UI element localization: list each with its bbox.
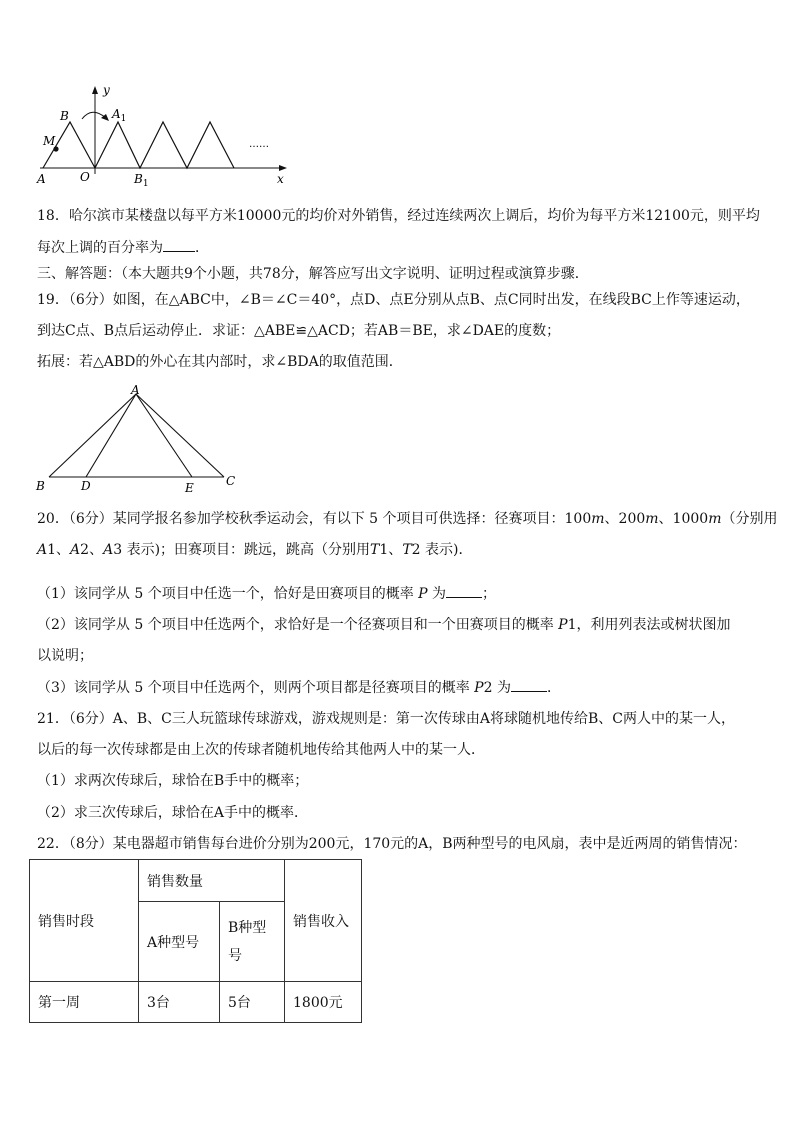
q20-text: 为	[427, 586, 447, 602]
cell-income: 1800元	[285, 982, 362, 1023]
q20-part3	[37, 678, 754, 698]
label-b1: $B_1$	[134, 172, 149, 189]
q20-part2	[37, 615, 754, 635]
label-e: E	[185, 481, 194, 494]
q20-text: 1，利用列表法或树状图加	[567, 617, 731, 633]
q18-line1: 18．哈尔滨市某楼盘以每平方米10000元的均价对外销售，经过连续两次上调后，均价为每平方米12100元，则平均	[37, 208, 760, 224]
var-t: T	[402, 542, 412, 558]
triangle-figure	[32, 382, 242, 494]
header-quantity: 销售数量	[139, 860, 285, 902]
answer-blank	[446, 585, 482, 598]
label-dots: ……	[249, 139, 269, 150]
label-m: M	[43, 134, 56, 148]
header-period: 销售时段	[30, 860, 139, 982]
segment-ae	[136, 394, 192, 477]
q20-text: 1、	[47, 542, 71, 558]
q20-line2	[37, 540, 754, 560]
q20-text: （1）该同学从 5 个项目中任选一个，恰好是田赛项目的概率	[37, 586, 419, 602]
label-a: A	[37, 172, 46, 186]
q20-text: 2 表示)．	[411, 542, 473, 558]
unit-m: m	[645, 511, 659, 527]
label-x: x	[277, 172, 284, 186]
q22-line1: 22．（8分）某电器超市销售每台进价分别为200元，170元的A，B两种型号的电风扇，表中是近两周的销售情况：	[37, 836, 747, 852]
var-p: P	[558, 617, 568, 633]
cell-period: 第一周	[30, 982, 139, 1023]
header-type-b-line2: 号	[228, 947, 242, 964]
q20-text: 、200	[604, 511, 646, 527]
label-b: B	[60, 109, 69, 123]
label-a: A	[131, 383, 140, 397]
q20-text: 2、	[80, 542, 104, 558]
q21-line2: 以后的每一次传球都是由上次的传球者随机地传给其他两人中的某一人．	[37, 742, 485, 758]
var-a: A	[103, 542, 114, 558]
var-p: P	[418, 586, 428, 602]
q21-line4: （2）求三次传球后，球恰在A手中的概率．	[37, 805, 309, 821]
label-c: C	[226, 474, 236, 488]
q21-line1: 21．（6分）A、B、C三人玩篮球传球游戏，游戏规则是：第一次传球由A将球随机地传给B、C两人中的某一人，	[37, 711, 735, 727]
unit-m: m	[591, 511, 605, 527]
table-row	[30, 982, 362, 1023]
answer-blank	[163, 239, 195, 252]
zigzag-figure	[30, 82, 292, 190]
label-y: y	[103, 83, 110, 97]
q21-line3: （1）求两次传球后，球恰在B手中的概率；	[37, 773, 309, 789]
q20-text: 1、	[379, 542, 403, 558]
q20-text: （分别用	[721, 511, 778, 527]
q20-text: 20．（6分）某同学报名参加学校秋季运动会，有以下 5 个项目可供选择：径赛项目：100	[37, 511, 592, 527]
answer-blank	[511, 679, 547, 692]
unit-m: m	[708, 511, 722, 527]
q19-line2: 到达C点、B点后运动停止．求证：△ABE≌△ACD；若AB＝BE，求∠DAE的度数；	[37, 323, 561, 339]
q19-line1: 19．（6分）如图，在△ABC中，∠B＝∠C＝40°，点D、点E分别从点B、点C同时出发，在线段BC上作等速运动，	[37, 292, 750, 308]
q20-text: 、1000	[658, 511, 709, 527]
var-t: T	[370, 542, 380, 558]
q18-line2-text: 每次上调的百分率为	[37, 240, 163, 256]
q18-line2	[37, 238, 754, 258]
q20-part1	[37, 584, 754, 604]
q20-text: （2）该同学从 5 个项目中任选两个，求恰好是一个径赛项目和一个田赛项目的概率	[37, 617, 559, 633]
section-3-heading: 三、解答题：（本大题共9个小题，共78分，解答应写出文字说明、证明过程或演算步骤．	[37, 266, 589, 282]
q20-line1	[37, 509, 778, 529]
q20-text: 3 表示)；田赛项目：跳远，跳高（分别用	[113, 542, 371, 558]
header-income: 销售收入	[285, 860, 362, 982]
q20-part2-line2: 以说明；	[37, 648, 93, 664]
side-ac	[136, 394, 224, 477]
var-p: P	[474, 680, 484, 696]
q18-line2-end: ．	[195, 240, 209, 256]
segment-ad	[86, 394, 136, 477]
q20-text: 2 为	[483, 680, 511, 696]
label-o: O	[80, 170, 90, 184]
label-a1: $A_1$	[112, 107, 127, 124]
header-type-b	[220, 902, 285, 982]
var-a: A	[70, 542, 81, 558]
header-type-b-line1: B种型	[228, 919, 267, 936]
q20-text: ；	[482, 586, 497, 602]
var-a: A	[37, 542, 48, 558]
cell-type-a: 3台	[139, 982, 220, 1023]
q20-text: （3）该同学从 5 个项目中任选两个，则两个项目都是径赛项目的概率	[37, 680, 475, 696]
q20-text: ．	[546, 680, 561, 696]
side-ab	[49, 394, 136, 477]
header-type-a: A种型号	[139, 902, 220, 982]
cell-type-b: 5台	[220, 982, 285, 1023]
label-b: B	[36, 479, 45, 493]
q19-line3: 拓展：若△ABD的外心在其内部时，求∠BDA的取值范围．	[37, 354, 403, 370]
sales-table	[29, 859, 362, 1023]
label-d: D	[81, 479, 91, 493]
